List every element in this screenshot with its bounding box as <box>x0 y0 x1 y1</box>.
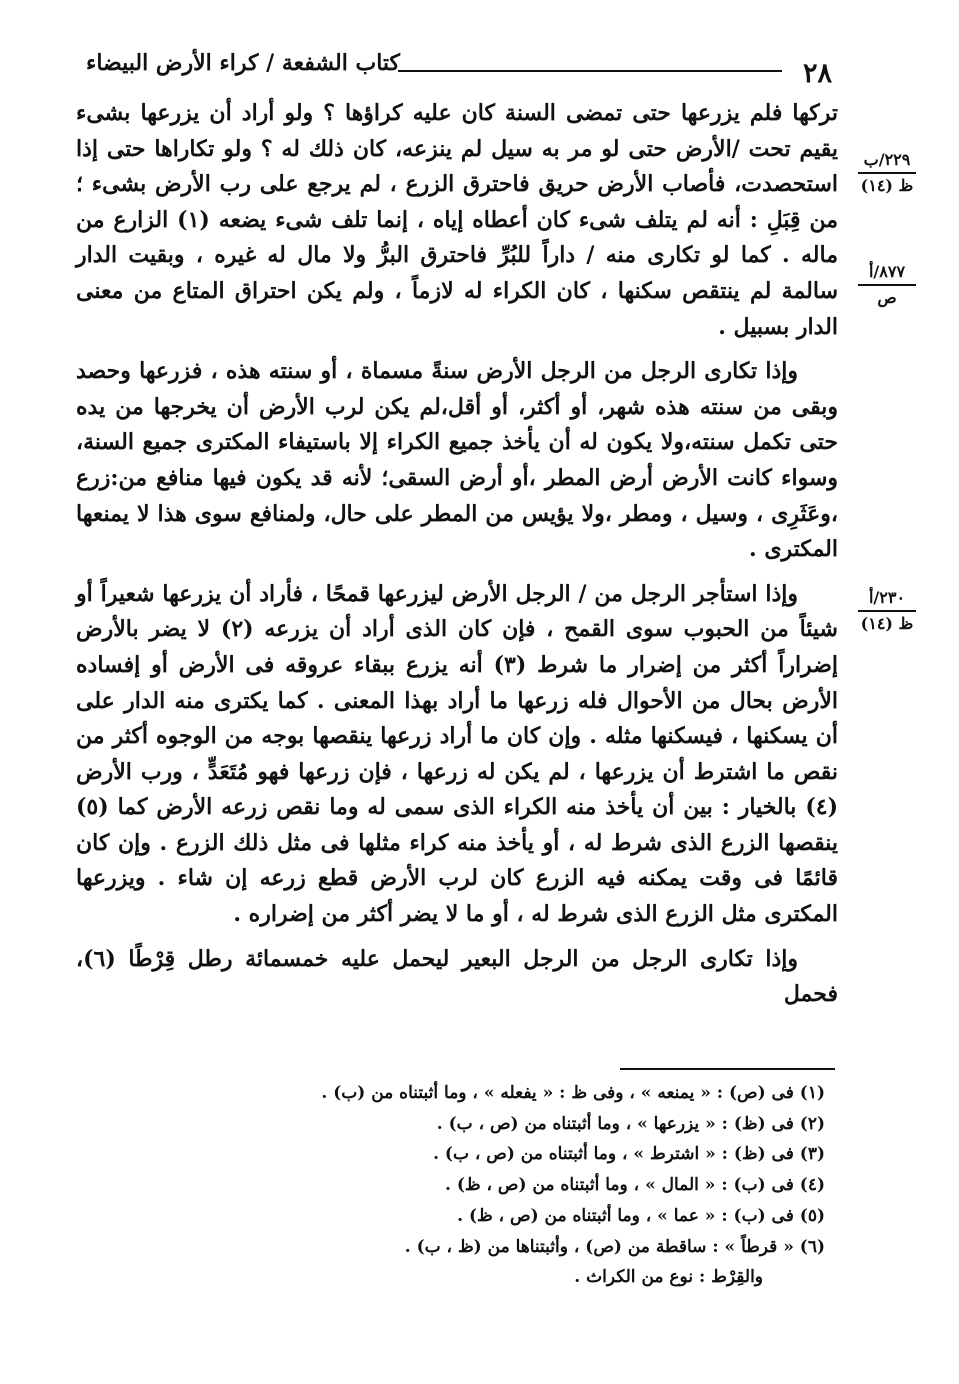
footnote-rule <box>620 1068 835 1070</box>
header-rule <box>398 70 782 72</box>
footnote: (٣) فى (ظ) : « اشترط » ، وما أثبتناه من (ص ، ب) . <box>433 1144 825 1165</box>
footnotes <box>300 1078 825 1293</box>
margin-note-folio: ٢٣٠/أ <box>858 588 916 612</box>
paragraph: وإذا استأجر الرجل من / الرجل الأرض ليزرعها قمحًا ، فأراد أن يزرعها شعيراً أو شيئاً من الحبوب سوى القمح ، فإن كان الذى أراد أن يزرعه (٢) لا يضر بالأرض إضراراً أكثر من إضرار ما شرط (٣) أنه يزرع ببقاء عروقه فى الأرض أو إفساده الأرض بحال من الأحوال فله زرعها ما أراد بهذا المعنى . كما يكترى منه الدار على أن يسكنها ، فيسكنها مثله . وإن كان ما أراد زرعها ينقصها بوجه من الوجوه أكثر من نقص ما اشترط أن يزرعها ، لم يكن له زرعها ، فإن زرعها فهو مُتَعَدٍّ ، ورب الأرض (٤) بالخيار : بين أن يأخذ منه الكراء الذى سمى له وما نقص زرعه الأرض كما (٥) ينقصها الزرع الذى شرط له ، أو يأخذ منه كراء مثلها فى مثل ذلك الزرع . وإن كان قائمًا فى وقت يمكنه فيه الزرع كان لرب الأرض قطع زرعه إن شاء . ويزرعها المكترى مثل الزرع الذى شرط له ، أو ما لا يضر أكثر من إضراره . <box>76 580 838 928</box>
margin-note-manuscript: ص <box>877 288 897 307</box>
margin-note-folio: ٢٢٩/ب <box>858 150 916 174</box>
footnote: (٥) فى (ب) : « عما » ، وما أثبتناه من (ص ، ظ) . <box>457 1205 825 1226</box>
margin-note-folio: ٨٧٧/أ <box>858 262 916 286</box>
margin-note-1 <box>858 150 916 196</box>
margin-note-3 <box>858 588 916 634</box>
paragraph: وإذا تكارى الرجل من الرجل البعير ليحمل عليه خمسمائة رطل قِرْطًا (٦)، فحمل <box>76 945 838 1008</box>
paragraph: وإذا تكارى الرجل من الرجل الأرض سنةً مسماة ، أو سنته هذه ، فزرعها وحصد وبقى من سنته هذه شهر، أو أكثر، أو أقل،لم يكن لرب الأرض أن يخرجها من يده حتى تكمل سنته،ولا يكون له أن يأخذ جميع الكراء إلا باستيفاء المكترى جميع السنة، وسواء كانت الأرض أرض المطر ،أو أرض السقى؛ لأنه قد يكون فيها منافع من:زرع ،وعَثَرِى ، وسيل ، ومطر ،ولا يؤيس من المطر على حال، ولمنافع سوى هذا لا يمنعها المكترى . <box>76 358 838 563</box>
footnote: (٤) فى (ب) : « المال » ، وما أثبتناه من (ص ، ظ) . <box>445 1175 825 1196</box>
footnote-gloss: والقِرْط : نوع من الكراث . <box>574 1267 763 1288</box>
margin-note-manuscript: ظ (١٤) <box>860 176 914 195</box>
footnote: (١) فى (ص) : « يمنعه » ، وفى ظ : « يفعله » ، وما أثبتناه من (ب) . <box>321 1083 825 1103</box>
page-header <box>80 48 840 88</box>
page-number: ٢٨ <box>802 58 832 89</box>
margin-note-2 <box>858 262 916 308</box>
paragraph: تركها فلم يزرعها حتى تمضى السنة كان عليه كراؤها ؟ ولو أراد أن يزرعها بشىء يقيم تحت /الأرض حتى لو مر به سيل لم ينزعه، كان ذلك له ؟ ولو تكاراها حتى إذا استحصدت، فأصاب الأرض حريق فاحترق الزرع ، لم يرجع على رب الأرض بشىء ؛ من قِبَلِ : أنه لم يتلف شىء كان أعطاه إياه ، إنما تلف شىء يضعه (١) الزارع من ماله . كما لو تكارى منه / داراً للبُرِّ فاحترق البرُّ ولا مال له غيره ، وبقيت الدار سالمة لم ينتقص سكنها ، كان الكراء له لازماً ، ولم يكن احتراق المتاع من معنى الدار بسبيل . <box>76 100 838 340</box>
footnote: (٦) « قرطاً » : ساقطة من (ص) ، وأثبتناها من (ظ ، ب) . <box>404 1236 825 1257</box>
footnote: (٢) فى (ظ) : « يزرعها » ، وما أثبتناه من (ص ، ب) . <box>436 1113 825 1134</box>
main-text <box>76 96 838 1013</box>
margin-note-manuscript: ظ (١٤) <box>860 614 914 633</box>
running-title: كتاب الشفعة / كراء الأرض البيضاء <box>86 50 401 76</box>
